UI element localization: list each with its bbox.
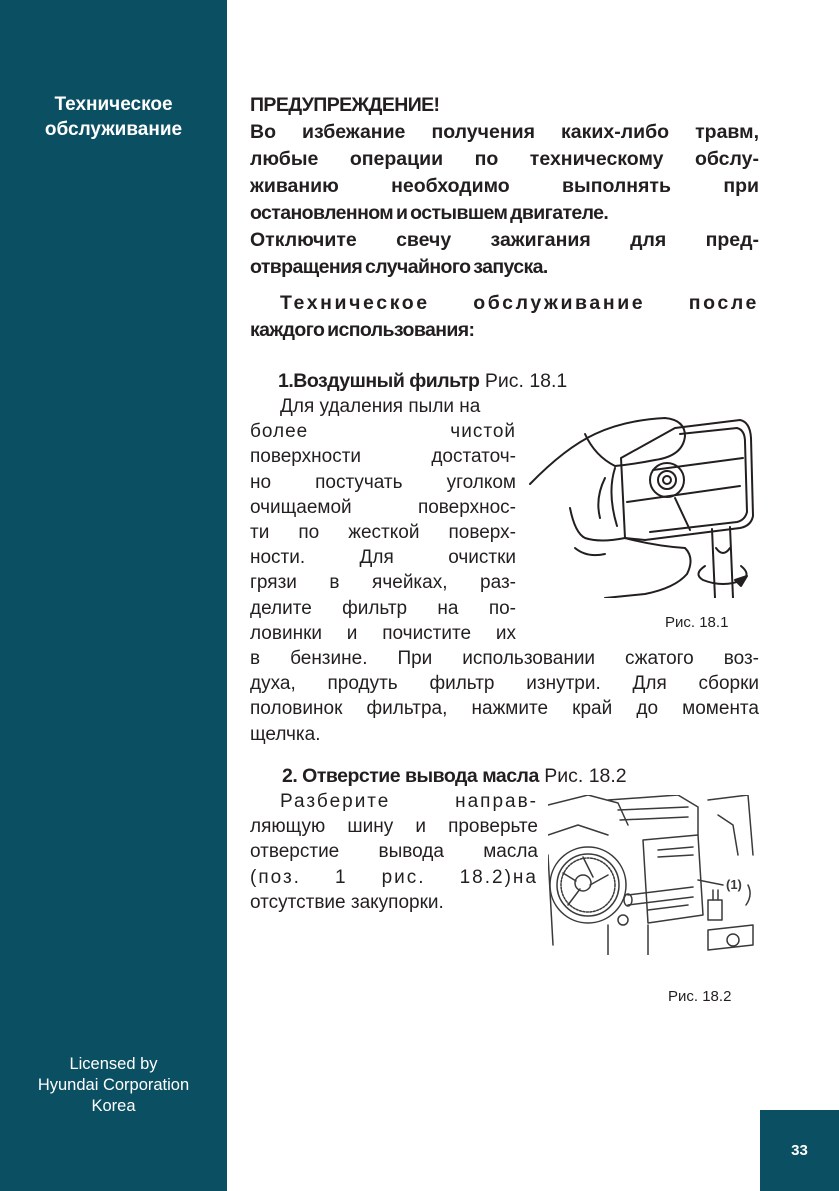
paragraph-line: отсутствие закупорки. bbox=[250, 891, 444, 913]
paragraph-line: половинок фильтра, нажмите край до момента bbox=[250, 698, 759, 720]
figure-air-filter bbox=[525, 398, 765, 598]
warning-heading: ПРЕДУПРЕЖДЕНИЕ! bbox=[250, 94, 440, 116]
section-title-line: обслуживание bbox=[44, 119, 183, 140]
paragraph-line: очищаемой поверхнос- bbox=[250, 496, 516, 518]
paragraph-line: делите фильтр на по- bbox=[250, 597, 516, 619]
paragraph-line: (поз. 1 рис. 18.2)на bbox=[250, 866, 538, 888]
figure-oil-outlet bbox=[548, 795, 758, 955]
paragraph-line: Для удаления пыли на bbox=[280, 396, 481, 417]
license-line: Hyundai Corporation bbox=[37, 1076, 190, 1094]
paragraph-line: Разберите направ- bbox=[280, 791, 538, 812]
paragraph-line: более чистой bbox=[250, 421, 516, 443]
warning-line: Отключите свечу зажигания для пред- bbox=[250, 229, 759, 251]
warning-line: отвращения случайного запуска. bbox=[250, 256, 548, 278]
paragraph-line: ности. Для очистки bbox=[250, 547, 516, 569]
section-title-line: Техническое bbox=[54, 94, 173, 115]
section1-heading bbox=[250, 368, 787, 395]
section1-title: 1.Воздушный фильтр bbox=[278, 370, 480, 392]
sidebar bbox=[0, 0, 227, 1191]
oil-outlet-illustration-icon bbox=[548, 795, 758, 955]
license-note bbox=[0, 1054, 227, 1117]
section2-text bbox=[250, 789, 538, 915]
warning-line: Во избежание получения каких-либо травм, bbox=[250, 121, 759, 143]
section2-fig-ref: Рис. 18.2 bbox=[544, 765, 627, 787]
section1-fig-ref: Рис. 18.1 bbox=[484, 370, 568, 392]
paragraph-line: отверстие вывода масла bbox=[250, 841, 538, 863]
figure-caption-18-2: Рис. 18.2 bbox=[668, 988, 732, 1005]
paragraph-line: грязи в ячейках, раз- bbox=[250, 572, 516, 594]
air-filter-illustration-icon bbox=[525, 398, 765, 598]
section2-heading bbox=[250, 763, 791, 790]
warning-block bbox=[250, 92, 759, 281]
paragraph-line: ляющую шину и проверьте bbox=[250, 816, 538, 838]
paragraph-line: щелчка. bbox=[250, 723, 321, 745]
section-title bbox=[0, 92, 227, 142]
figure-callout-1: (1) bbox=[726, 877, 742, 892]
page-number: 33 bbox=[760, 1110, 839, 1191]
paragraph-line: духа, продуть фильтр изнутри. Для сборки bbox=[250, 673, 759, 695]
paragraph-line: ти по жесткой поверх- bbox=[250, 522, 516, 544]
paragraph-line: ловинки и почистите их bbox=[250, 622, 516, 644]
paragraph-line: поверхности достаточ- bbox=[250, 446, 516, 468]
paragraph-line: но постучать уголком bbox=[250, 471, 516, 493]
section1-text-full bbox=[250, 646, 759, 747]
license-line: Korea bbox=[91, 1097, 136, 1115]
figure-caption-18-1: Рис. 18.1 bbox=[665, 614, 729, 631]
warning-line: любые операции по техническому обслу- bbox=[250, 148, 759, 170]
warning-line: остановленном и остывшем двигателе. bbox=[250, 202, 609, 224]
maintenance-heading-line: Техническое обслуживание после bbox=[280, 292, 759, 314]
warning-line: живанию необходимо выполнять при bbox=[250, 175, 759, 197]
maintenance-heading-line: каждого использования: bbox=[250, 319, 475, 341]
section1-text-narrow bbox=[250, 394, 516, 646]
section2-title: 2. Отверстие вывода масла bbox=[282, 765, 539, 787]
paragraph-line: в бензине. При использовании сжатого воз- bbox=[250, 648, 759, 669]
license-line: Licensed by bbox=[69, 1055, 158, 1073]
maintenance-heading bbox=[250, 290, 759, 344]
